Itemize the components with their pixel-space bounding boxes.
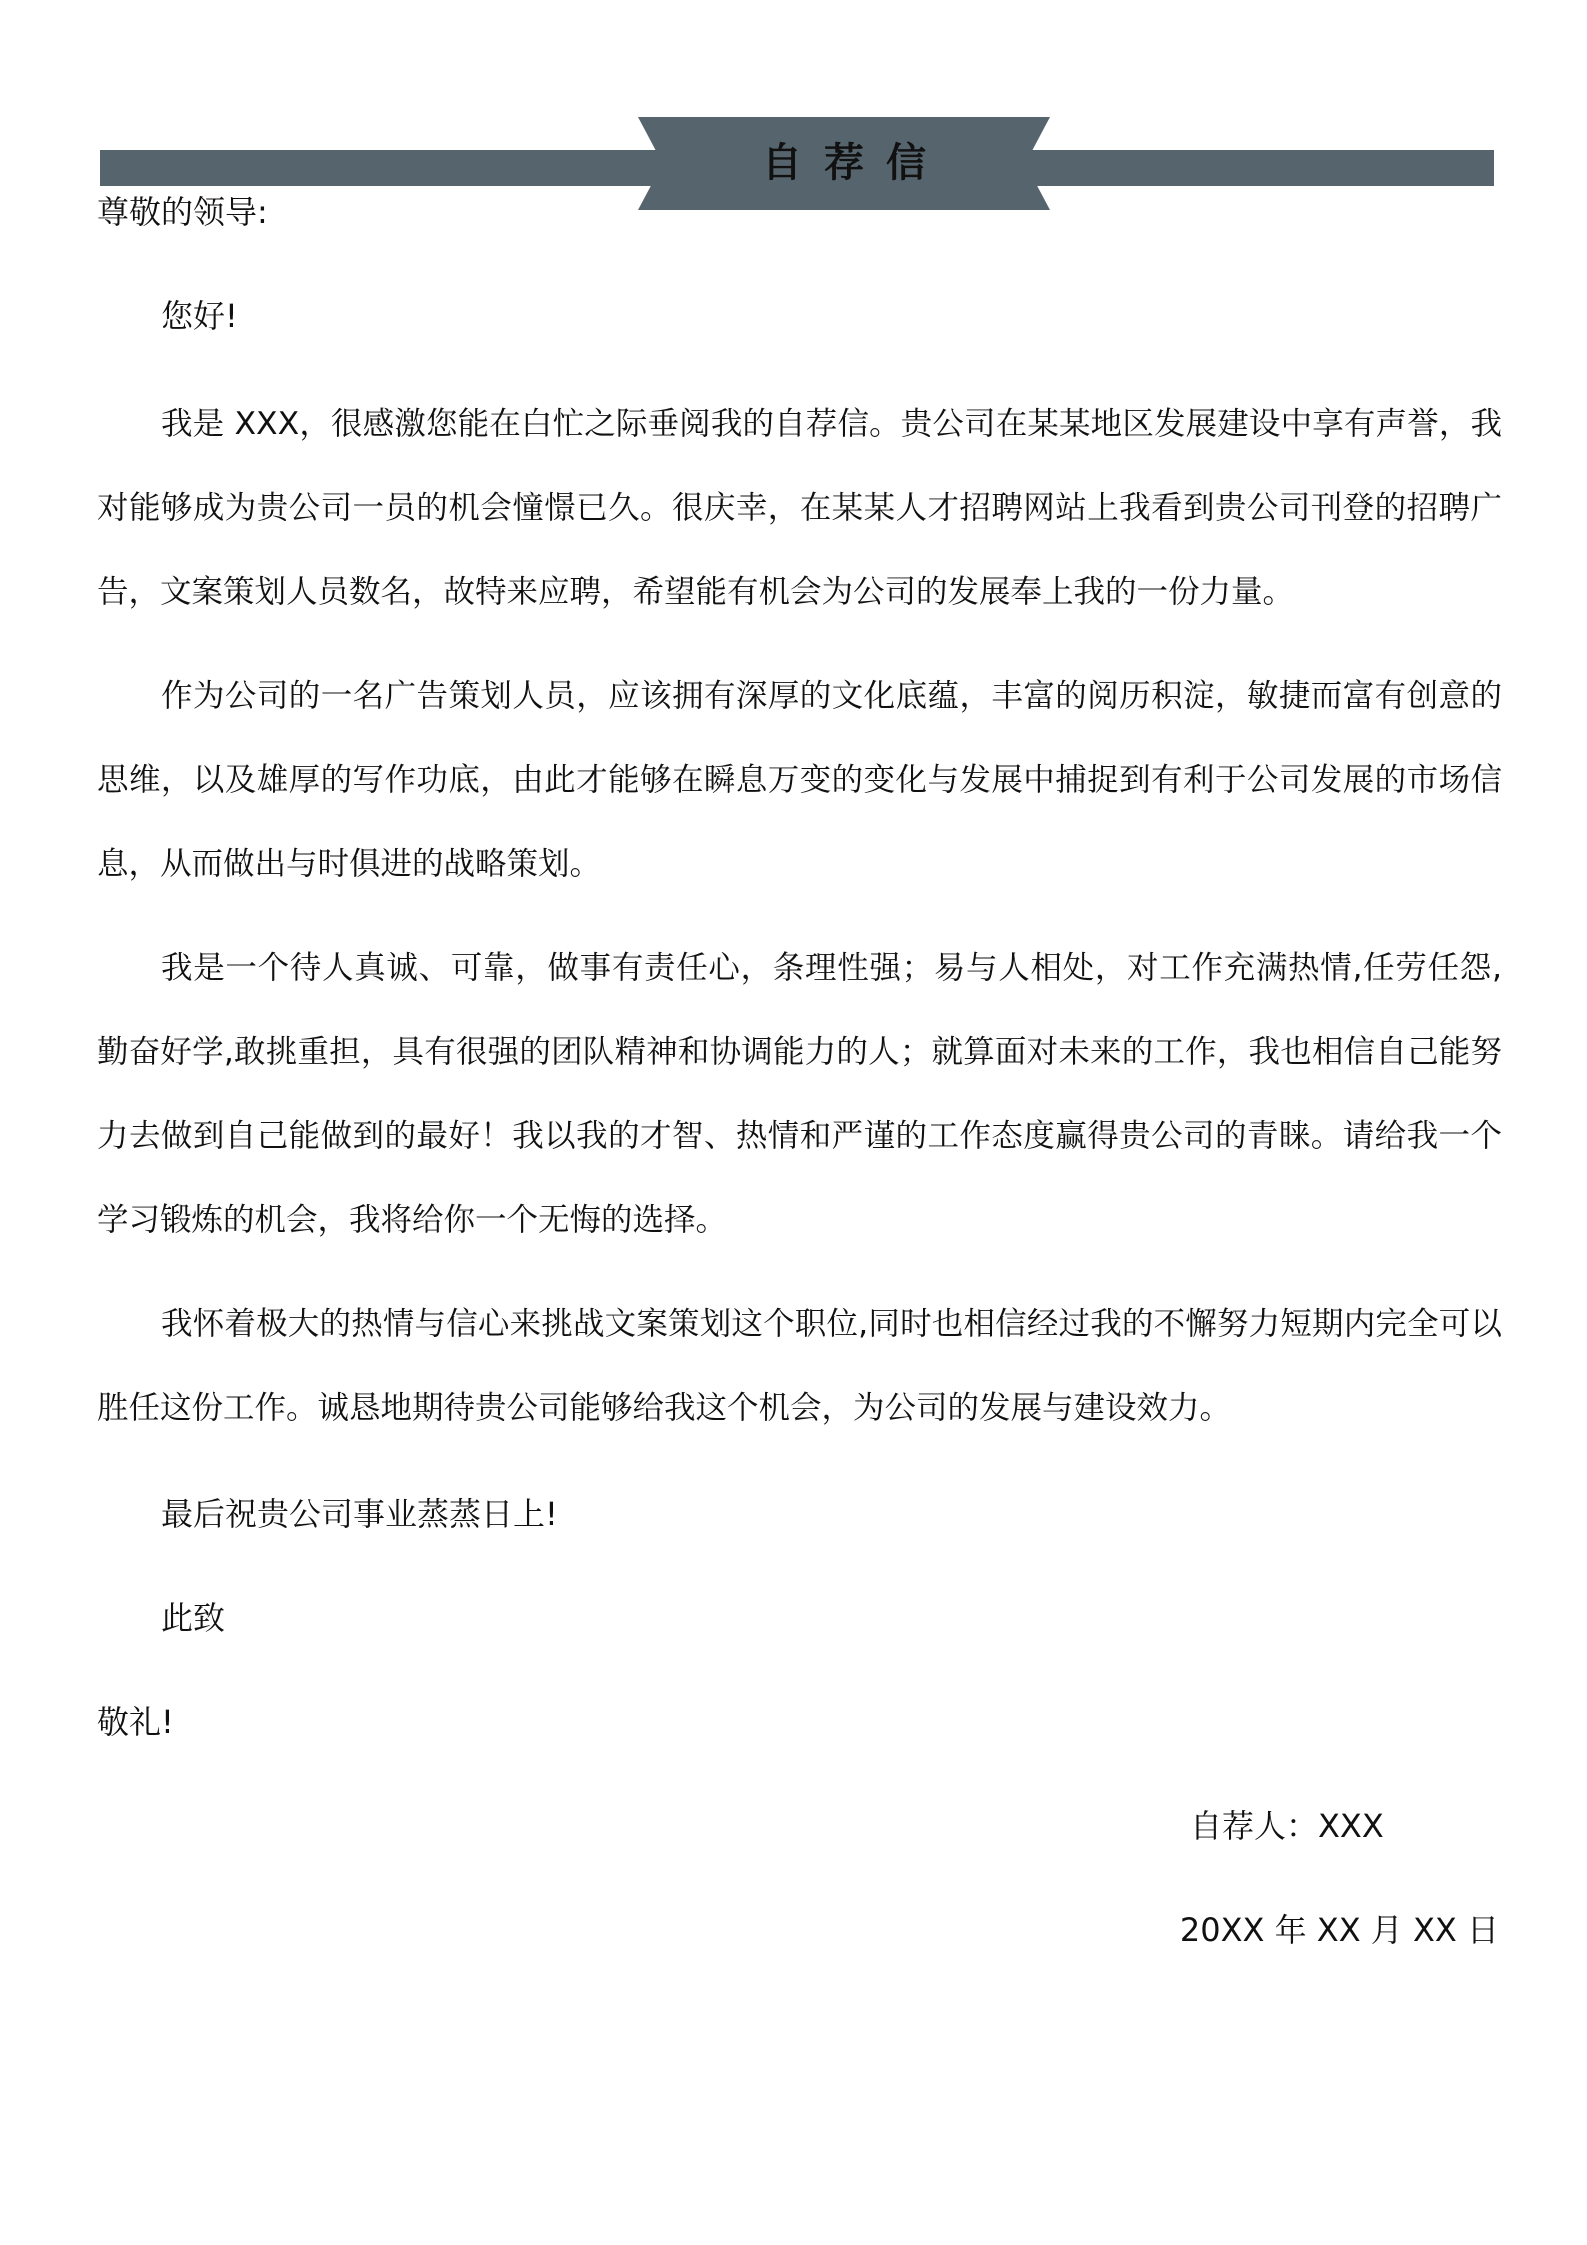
body-paragraph-4: 我怀着极大的热情与信心来挑战文案策划这个职位,同时也相信经过我的不懈努力短期内完全可以胜任这份工作。诚恳地期待贵公司能够给我这个机会，为公司的发展与建设效力。 <box>97 1306 1502 1426</box>
closing-cizhi: 此致 <box>161 1599 226 1637</box>
signature: 自荐人：XXX <box>1190 1807 1384 1845</box>
greeting: 您好! <box>161 297 238 335</box>
closing-jingli: 敬礼! <box>97 1703 174 1741</box>
date: 20XX 年 XX 月 XX 日 <box>1179 1911 1499 1949</box>
closing-wish: 最后祝贵公司事业蒸蒸日上! <box>161 1495 558 1533</box>
document-title: 自荐信 <box>762 140 948 186</box>
body-paragraph-2: 作为公司的一名广告策划人员，应该拥有深厚的文化底蕴，丰富的阅历积淀，敏捷而富有创意的思维，以及雄厚的写作功底，由此才能够在瞬息万变的变化与发展中捕捉到有利于公司发展的市场信息，从而做出与时俱进的战略策划。 <box>97 678 1502 882</box>
body-paragraph-1: 我是 XXX，很感激您能在白忙之际垂阅我的自荐信。贵公司在某某地区发展建设中享有声誉，我对能够成为贵公司一员的机会憧憬已久。很庆幸，在某某人才招聘网站上我看到贵公司刊登的招聘广告，文案策划人员数名，故特来应聘，希望能有机会为公司的发展奉上我的一份力量。 <box>97 406 1502 610</box>
body-paragraph-3: 我是一个待人真诚、可靠，做事有责任心，条理性强；易与人相处，对工作充满热情,任劳任怨,勤奋好学,敢挑重担，具有很强的团队精神和协调能力的人；就算面对未来的工作，我也相信自己能努力去做到自己能做到的最好！我以我的才智、热情和严谨的工作态度赢得贵公司的青睐。请给我一个学习锻炼的机会，我将给你一个无悔的选择。 <box>97 950 1502 1238</box>
salutation: 尊敬的领导: <box>97 193 268 231</box>
